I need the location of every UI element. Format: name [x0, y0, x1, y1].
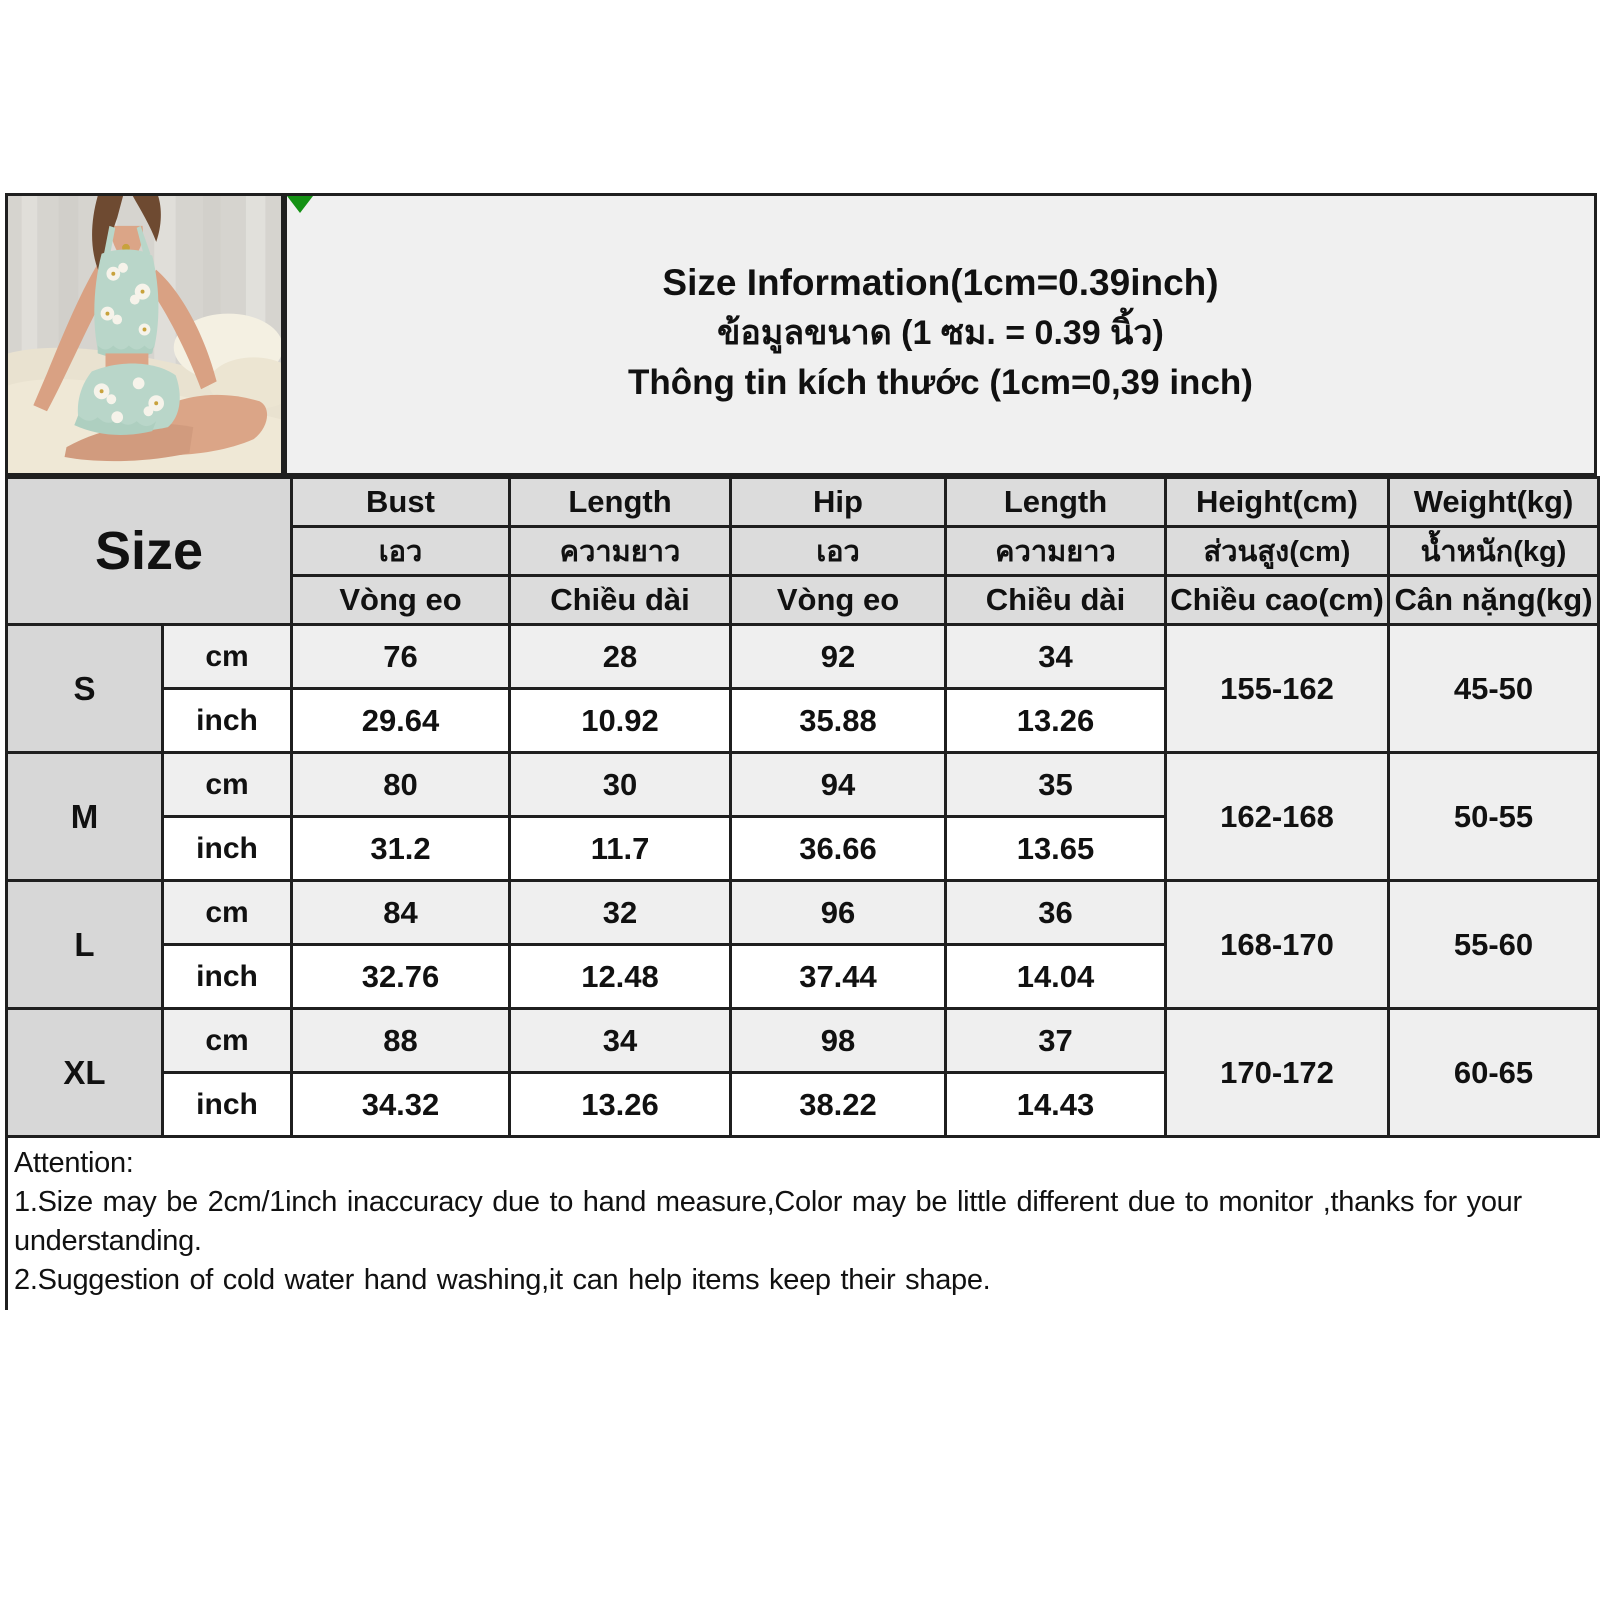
cell-m-inch-bust: 31.2	[292, 817, 510, 881]
green-corner-marker	[287, 196, 313, 213]
col-header-weight-th: น้ำหนัก(kg)	[1389, 527, 1599, 576]
size-label-m: M	[7, 753, 163, 881]
cell-xl-weight: 60-65	[1389, 1009, 1599, 1137]
size-column-header: Size	[7, 478, 292, 625]
cell-m-cm-hip: 94	[731, 753, 946, 817]
cell-xl-inch-bust: 34.32	[292, 1073, 510, 1137]
cell-s-inch-length: 10.92	[510, 689, 731, 753]
cell-m-cm-length: 30	[510, 753, 731, 817]
title-thai: ข้อมูลขนาด (1 ซม. = 0.39 นิ้ว)	[717, 314, 1164, 352]
size-info-title-cell	[283, 193, 1597, 476]
cell-m-cm-length2: 35	[946, 753, 1166, 817]
unit-inch: inch	[163, 689, 292, 753]
col-header-height-en: Height(cm)	[1166, 478, 1389, 527]
unit-cm: cm	[163, 753, 292, 817]
cell-s-cm-hip: 92	[731, 625, 946, 689]
cell-s-inch-bust: 29.64	[292, 689, 510, 753]
cell-m-weight: 50-55	[1389, 753, 1599, 881]
cell-xl-inch-hip: 38.22	[731, 1073, 946, 1137]
cell-s-cm-length2: 34	[946, 625, 1166, 689]
col-header-height-th: ส่วนสูง(cm)	[1166, 527, 1389, 576]
col-header-length2-vi: Chiều dài	[946, 576, 1166, 625]
cell-l-cm-bust: 84	[292, 881, 510, 945]
cell-s-cm-length: 28	[510, 625, 731, 689]
col-header-weight-en: Weight(kg)	[1389, 478, 1599, 527]
unit-cm: cm	[163, 1009, 292, 1073]
cell-s-weight: 45-50	[1389, 625, 1599, 753]
cell-xl-cm-bust: 88	[292, 1009, 510, 1073]
col-header-hip-en: Hip	[731, 478, 946, 527]
col-header-bust-th: เอว	[292, 527, 510, 576]
cell-l-cm-hip: 96	[731, 881, 946, 945]
cell-m-cm-bust: 80	[292, 753, 510, 817]
col-header-hip-vi: Vòng eo	[731, 576, 946, 625]
cell-xl-inch-length: 13.26	[510, 1073, 731, 1137]
title-vietnamese: Thông tin kích thước (1cm=0,39 inch)	[628, 363, 1253, 402]
size-label-xl: XL	[7, 1009, 163, 1137]
unit-inch: inch	[163, 1073, 292, 1137]
col-header-hip-th: เอว	[731, 527, 946, 576]
attention-notes	[5, 1138, 1597, 1310]
cell-l-height: 168-170	[1166, 881, 1389, 1009]
col-header-length-vi: Chiều dài	[510, 576, 731, 625]
cell-m-height: 162-168	[1166, 753, 1389, 881]
product-photo	[8, 196, 281, 473]
title-english: Size Information(1cm=0.39inch)	[662, 262, 1219, 303]
cell-m-inch-hip: 36.66	[731, 817, 946, 881]
cell-s-height: 155-162	[1166, 625, 1389, 753]
cell-xl-cm-length2: 37	[946, 1009, 1166, 1073]
cell-m-inch-length2: 13.65	[946, 817, 1166, 881]
cell-m-inch-length: 11.7	[510, 817, 731, 881]
cell-l-cm-length2: 36	[946, 881, 1166, 945]
attention-heading: Attention:	[14, 1147, 134, 1179]
attention-note-2: 2.Suggestion of cold water hand washing,it can help items keep their shape.	[14, 1264, 991, 1296]
col-header-weight-vi: Cân nặng(kg)	[1389, 576, 1599, 625]
unit-inch: inch	[163, 945, 292, 1009]
cell-s-inch-length2: 13.26	[946, 689, 1166, 753]
cell-xl-inch-length2: 14.43	[946, 1073, 1166, 1137]
cell-l-inch-hip: 37.44	[731, 945, 946, 1009]
size-label-s: S	[7, 625, 163, 753]
unit-inch: inch	[163, 817, 292, 881]
cell-xl-height: 170-172	[1166, 1009, 1389, 1137]
cell-s-cm-bust: 76	[292, 625, 510, 689]
col-header-length2-th: ความยาว	[946, 527, 1166, 576]
cell-l-weight: 55-60	[1389, 881, 1599, 1009]
col-header-bust-en: Bust	[292, 478, 510, 527]
product-photo-cell	[5, 193, 284, 476]
col-header-bust-vi: Vòng eo	[292, 576, 510, 625]
size-chart-table	[5, 476, 1600, 1138]
col-header-length-en: Length	[510, 478, 731, 527]
col-header-length2-en: Length	[946, 478, 1166, 527]
size-label-l: L	[7, 881, 163, 1009]
attention-note-1: 1.Size may be 2cm/1inch inaccuracy due to hand measure,Color may be little different due to monitor ,thanks for your understanding.	[14, 1186, 1522, 1257]
col-header-height-vi: Chiều cao(cm)	[1166, 576, 1389, 625]
col-header-length-th: ความยาว	[510, 527, 731, 576]
cell-l-cm-length: 32	[510, 881, 731, 945]
cell-xl-cm-length: 34	[510, 1009, 731, 1073]
cell-l-inch-bust: 32.76	[292, 945, 510, 1009]
cell-l-inch-length: 12.48	[510, 945, 731, 1009]
unit-cm: cm	[163, 625, 292, 689]
top-band	[5, 193, 1597, 476]
cell-s-inch-hip: 35.88	[731, 689, 946, 753]
unit-cm: cm	[163, 881, 292, 945]
cell-l-inch-length2: 14.04	[946, 945, 1166, 1009]
cell-xl-cm-hip: 98	[731, 1009, 946, 1073]
